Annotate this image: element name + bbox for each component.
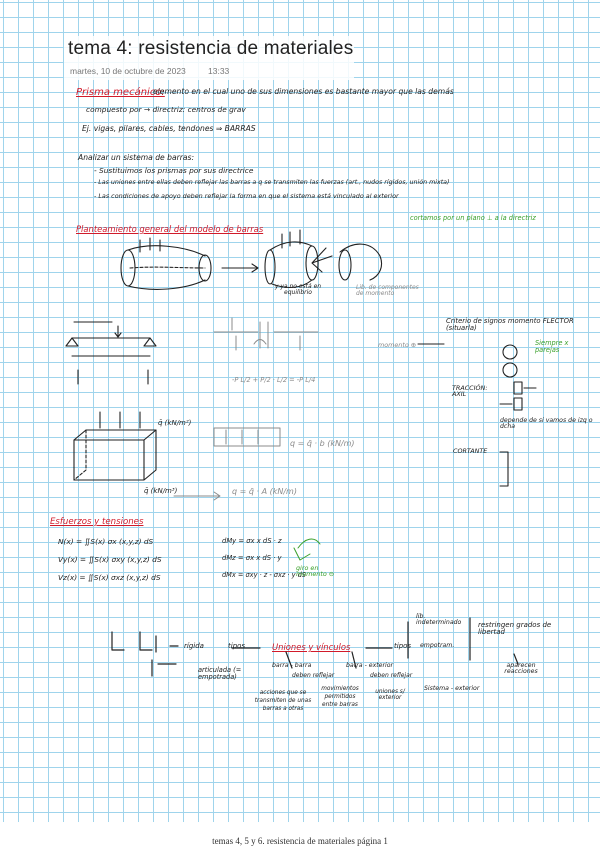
empotramiento-label: empotram. — [420, 642, 455, 649]
criterio-note: Criterio de signos momento FLECTOR (situarla) — [446, 317, 574, 332]
movimientos-note: movimientos permitidos entre barras — [321, 686, 359, 708]
traccion-note: TRACCIÓN: AXIL — [452, 384, 488, 399]
distributed-load-gray — [174, 428, 280, 500]
cut-prism-sketch — [265, 230, 382, 287]
siempre-note: Siempre x parejas — [535, 339, 569, 354]
articulada-label: articulada (= empotrada) — [198, 666, 242, 681]
no-esta-note: y ya no está en equilibrio — [274, 283, 322, 296]
depende-note: depende de si vamos de izq o dcha — [500, 417, 593, 431]
equation-Vy: Vy(x) = ∬S(x) σxy (x,y,z) dS — [58, 555, 162, 564]
esfuerzos-title: Esfuerzos y tensiones — [50, 517, 144, 527]
example2-load: q̄ (kN/m²) — [158, 419, 192, 427]
tipos-left: tipos — [228, 642, 246, 650]
page-footer: temas 4, 5 y 6. resistencia de materiales página 1 — [212, 836, 388, 846]
example2-equation: q = q̄ · b (kN/m) — [290, 439, 355, 448]
deben-reflejar-1: deben reflejar — [292, 672, 335, 679]
barra-exterior-label: barra - exterior — [346, 662, 394, 669]
sign-convention-sketch — [418, 344, 536, 486]
example3-equation: q = q̄ · A (kN/m) — [232, 487, 297, 496]
equation-dMz: dMz = σx x dS · y — [222, 554, 282, 562]
rigida-label: rígida — [184, 642, 204, 650]
momento-note: momento ⊕ — [378, 341, 417, 349]
lib-note: Lib. de componentes de momento — [356, 284, 419, 297]
page-time: 13:33 — [208, 66, 230, 76]
lib-indeterminado: lib. indeterminado — [416, 613, 462, 627]
equation-N: N(x) = ∬S(x) σx (x,y,z) dS — [58, 537, 154, 546]
beam-example-1-cut — [214, 318, 318, 350]
cortante-note: CORTANTE — [453, 447, 488, 455]
bullet-3: - Las condiciones de apoyo deben reflejar la forma en que el sistema está vinculado al exterior — [94, 192, 399, 200]
equation-dMx: dMx = σxy · z - σxz · y dS — [222, 571, 306, 579]
acciones-note: acciones que se transmiten de unas barras a otras — [254, 690, 312, 712]
planteamiento-title: Planteamiento general del modelo de barras — [76, 224, 264, 234]
sistema-exterior-label: Sistema - exterior — [424, 685, 480, 692]
cortamos-note: cortamos por un plano ⊥ a la directriz — [410, 214, 536, 222]
uniones-exterior-note: uniones s/ exterior — [375, 689, 405, 701]
beam-example-1 — [66, 322, 156, 384]
deben-reflejar-2: deben reflejar — [370, 672, 413, 679]
tipos-right: tipos — [394, 642, 412, 650]
prisma-definition: elemento en el cual uno de sus dimensiones es bastante mayor que las demás — [153, 87, 454, 96]
equation-dMy: dMy = σx x dS · z — [222, 537, 282, 545]
prism-cylinder-sketch — [121, 238, 258, 289]
aparecen-note: aparecen reacciones — [504, 662, 538, 676]
example1-equation: -P L/2 + P/2 · L/2 = -P L/4 — [232, 376, 316, 384]
equation-Vz: Vz(x) = ∬S(x) σxz (x,y,z) dS — [58, 573, 161, 582]
bullet-2: - Las uniones entre ellas deben reflejar las barras a q se transmiten las fuerzas (art., nudos rígidos, unión mixta) — [94, 179, 450, 186]
example3-load: q̄ (kN/m³) — [144, 487, 178, 495]
prisma-title: Prisma mecánico: — [76, 87, 165, 98]
analizar-heading: Analizar un sistema de barras: — [78, 153, 195, 162]
barra-barra-label: barra - barra — [272, 662, 312, 669]
uniones-title: Uniones y vínculos — [272, 642, 351, 652]
support-symbols — [112, 618, 518, 676]
restringen-note: restringen grados de libertad — [478, 621, 552, 636]
giro-note: giro en momento ⊖ — [296, 564, 335, 579]
green-annotations — [294, 539, 320, 560]
page-date: martes, 10 de octubre de 2023 — [70, 66, 186, 76]
slab-example — [74, 412, 156, 480]
prisma-ejemplo: Ej. vigas, pilares, cables, tendones ⇒ BARRAS — [82, 124, 256, 133]
prisma-compuesto: compuesto por → directriz: centros de grav — [86, 105, 246, 114]
page-title: tema 4: resistencia de materiales — [68, 38, 354, 59]
bullet-1: - Sustituimos los prismas por sus directrice — [94, 166, 254, 175]
